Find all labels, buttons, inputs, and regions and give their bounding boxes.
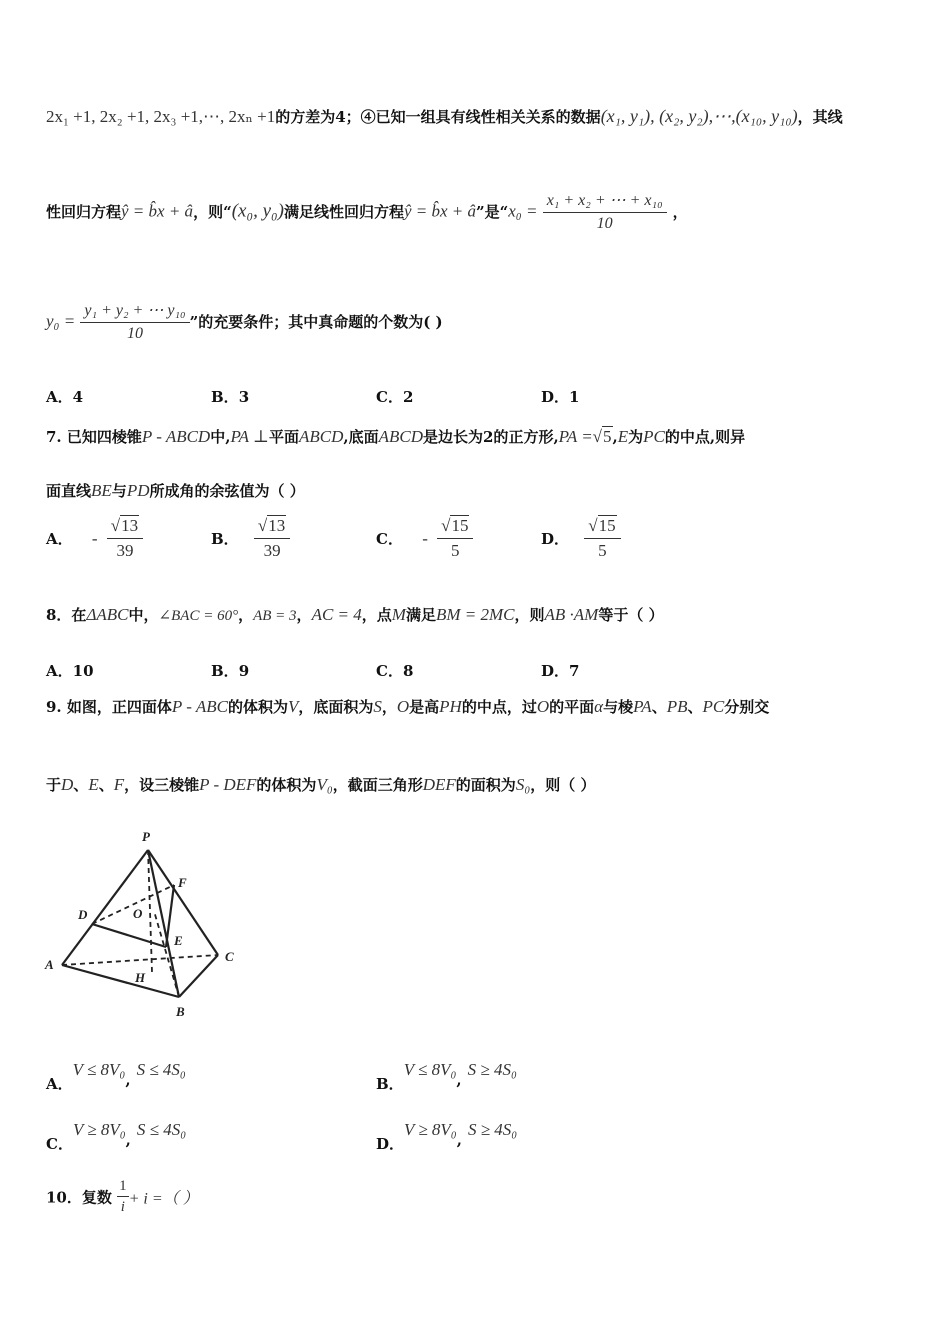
area-s: S bbox=[373, 697, 382, 716]
q9-line-1 bbox=[46, 696, 769, 717]
label-e: E bbox=[174, 933, 183, 948]
q6-line2-a: 性回归方程 bbox=[46, 203, 122, 221]
q8-t6: ，则 bbox=[514, 606, 545, 624]
option-radicand: 13 bbox=[268, 516, 286, 535]
fraction-numerator: 1 bbox=[117, 1178, 129, 1197]
option-fraction: $\frac{√15}{5}$ bbox=[437, 516, 473, 561]
pa-perp: PA ⊥ bbox=[230, 427, 269, 446]
q6-line3-end: ”的充要条件；其中真命题的个数为( ) bbox=[189, 313, 443, 331]
point-f: F bbox=[113, 775, 125, 794]
q7-line-2 bbox=[46, 480, 305, 501]
option-value: 8 bbox=[402, 662, 414, 680]
dot-product: AB ·AM bbox=[544, 605, 599, 624]
q8-option-d[interactable] bbox=[541, 660, 579, 681]
option-value: 3 bbox=[238, 388, 250, 406]
q9-t2: ，底面积为 bbox=[298, 698, 374, 716]
q8-t4: ，点 bbox=[361, 606, 392, 624]
option-s: S ≤ 4S₀ bbox=[136, 1120, 187, 1139]
q6-line-3 bbox=[46, 300, 443, 343]
q7-l2b: 与 bbox=[111, 482, 127, 500]
option-comma: , bbox=[456, 1071, 462, 1089]
q7-l2c: 所成角的余弦值为（ ） bbox=[149, 482, 305, 500]
area-s0: S₀ bbox=[515, 775, 531, 794]
q9-t1: 的体积为 bbox=[227, 698, 288, 716]
q6-option-b[interactable] bbox=[211, 386, 249, 407]
plane-abcd: ABCD bbox=[298, 427, 344, 446]
q9-l2d: ，截面三角形 bbox=[332, 776, 423, 794]
q8-option-a[interactable] bbox=[46, 660, 94, 681]
q6-line2-b: ，则“ bbox=[193, 203, 232, 221]
option-radicand: 15 bbox=[598, 516, 616, 535]
ac-eq: AC = 4 bbox=[311, 605, 362, 624]
line-pd: PD bbox=[126, 481, 150, 500]
q9-t3: ， bbox=[381, 698, 397, 716]
q7-line-1 bbox=[46, 426, 745, 447]
q7-option-b[interactable] bbox=[211, 516, 290, 561]
option-label: A． bbox=[46, 388, 73, 406]
q7-t3: ,底面 bbox=[343, 428, 379, 446]
q9-t4: 是高 bbox=[409, 698, 440, 716]
point-x0-y0: (x₀, y₀) bbox=[231, 200, 284, 222]
line-be: BE bbox=[91, 481, 112, 500]
option-s: S ≥ 4S₀ bbox=[467, 1120, 518, 1139]
q8-lead: 8．在 bbox=[46, 606, 87, 624]
tetra-p-abc: P - ABC bbox=[171, 697, 228, 716]
label-b: B bbox=[176, 1004, 185, 1019]
sep: 、 bbox=[98, 776, 114, 794]
option-fraction: $\frac{√15}{5}$ bbox=[584, 516, 620, 561]
label-p: P bbox=[142, 829, 150, 844]
q7-l2a: 面直线 bbox=[46, 482, 92, 500]
option-label: B． bbox=[211, 662, 239, 680]
edge-pb: PB bbox=[666, 697, 688, 716]
option-label: C． bbox=[376, 388, 403, 406]
option-label: B． bbox=[211, 388, 239, 406]
q9-option-d[interactable] bbox=[376, 1120, 517, 1154]
edge-ac-hidden bbox=[62, 955, 218, 965]
base-abcd: ABCD bbox=[378, 427, 423, 446]
option-radicand: 13 bbox=[121, 516, 139, 535]
q6-line2-d: ”是“ bbox=[476, 203, 509, 221]
section-ef-line bbox=[166, 885, 174, 947]
q8-t1: 中， bbox=[128, 606, 159, 624]
option-value: 2 bbox=[402, 388, 414, 406]
q9-option-b[interactable] bbox=[376, 1060, 517, 1094]
sep: 、 bbox=[651, 698, 667, 716]
segment-pc: PC bbox=[643, 427, 665, 446]
option-v: V ≤ 8V₀ bbox=[72, 1060, 126, 1079]
point-e: E bbox=[617, 427, 629, 446]
option-radicand: 15 bbox=[451, 516, 469, 535]
q9-t6: 的平面 bbox=[549, 698, 595, 716]
q6-line-1 bbox=[46, 106, 843, 127]
q9-l2a: 于 bbox=[46, 776, 62, 794]
option-value: 10 bbox=[72, 662, 94, 680]
q7-t4: 是边长为2的正方形, bbox=[423, 428, 559, 446]
q8-line bbox=[46, 604, 664, 625]
option-s: S ≥ 4S₀ bbox=[467, 1060, 517, 1079]
option-sign: - bbox=[422, 528, 428, 548]
pa-eq: PA = bbox=[558, 427, 593, 446]
plane-alpha: α bbox=[594, 697, 604, 716]
label-d: D bbox=[78, 907, 88, 922]
pyramid-p-def: P - DEF bbox=[199, 775, 257, 794]
option-label: C． bbox=[376, 530, 403, 548]
option-sign: - bbox=[91, 528, 98, 548]
y-mean-denominator: 10 bbox=[127, 325, 143, 342]
q7-option-d[interactable] bbox=[541, 516, 621, 561]
q10-lead: 10．复数 bbox=[46, 1188, 112, 1207]
sqrt-5: √5 bbox=[592, 427, 612, 446]
edge-pc: PC bbox=[702, 697, 725, 716]
option-value: 1 bbox=[569, 388, 580, 406]
option-denominator: 39 bbox=[263, 541, 281, 560]
tetrahedron-figure bbox=[40, 825, 250, 1025]
label-f: F bbox=[178, 875, 187, 890]
point-o-2: O bbox=[536, 697, 550, 716]
option-denominator: 39 bbox=[116, 541, 134, 560]
q10-line bbox=[46, 1178, 199, 1216]
option-v: V ≥ 8V₀ bbox=[404, 1120, 457, 1139]
option-denominator: 5 bbox=[598, 541, 607, 560]
q7-t6: 为 bbox=[628, 428, 644, 446]
point-e: E bbox=[88, 775, 99, 794]
q9-l2f: ，则（ ） bbox=[530, 776, 596, 794]
q9-l2b: ，设三棱锥 bbox=[124, 776, 200, 794]
label-c: C bbox=[225, 949, 234, 964]
q9-l2c: 的体积为 bbox=[256, 776, 317, 794]
q6-expr-2x-plus-1: 2x₁ +1, 2x₂ +1, 2x₃ +1,⋯, 2xₙ +1 bbox=[46, 107, 276, 126]
q7-t1: 中, bbox=[210, 428, 231, 446]
x-mean-numerator: x₁ + x₂ + ⋯ + x₁₀ bbox=[543, 190, 667, 213]
point-o: O bbox=[396, 697, 410, 716]
y-mean-numerator: y₁ + y₂ + ⋯ y₁₀ bbox=[80, 300, 189, 323]
option-comma: , bbox=[456, 1131, 462, 1149]
option-value: 4 bbox=[72, 388, 84, 406]
option-label: C． bbox=[46, 1135, 73, 1153]
q8-t3: ， bbox=[296, 606, 312, 624]
regression-equation: ŷ = b̂x + â bbox=[121, 201, 194, 221]
q8-option-c[interactable] bbox=[376, 660, 413, 681]
pyramid-p-abcd: P - ABCD bbox=[141, 427, 211, 446]
y-mean-fraction bbox=[80, 300, 189, 343]
option-label: A． bbox=[46, 530, 73, 548]
q6-option-d[interactable] bbox=[541, 386, 579, 407]
fraction-denominator: i bbox=[120, 1199, 125, 1215]
option-label: A． bbox=[46, 1075, 73, 1093]
label-h: H bbox=[135, 970, 146, 985]
q9-line-2 bbox=[46, 774, 595, 795]
x0-lhs: x₀ = bbox=[508, 201, 538, 221]
q6-comma: ， bbox=[672, 203, 688, 221]
q8-t2: ， bbox=[238, 606, 254, 624]
option-label: C． bbox=[376, 662, 403, 680]
triangle-abc: ΔABC bbox=[86, 605, 129, 624]
option-fraction: $\frac{√13}{39}$ bbox=[107, 516, 143, 561]
volume-v: V bbox=[287, 697, 299, 716]
x-mean-denominator: 10 bbox=[596, 215, 613, 232]
x-mean-fraction bbox=[543, 190, 667, 233]
option-s: S ≤ 4S₀ bbox=[136, 1060, 186, 1079]
label-a: A bbox=[45, 957, 54, 972]
option-comma: , bbox=[125, 1131, 131, 1149]
option-label: B． bbox=[376, 1075, 404, 1093]
q6-line-2 bbox=[46, 190, 688, 233]
option-label: D． bbox=[376, 1135, 405, 1153]
q9-l2e: 的面积为 bbox=[455, 776, 516, 794]
volume-v0: V₀ bbox=[316, 775, 333, 794]
q7-t7: 的中点,则异 bbox=[664, 428, 746, 446]
option-label: D． bbox=[541, 530, 570, 548]
point-d: D bbox=[61, 775, 74, 794]
angle-bac: ∠BAC = 60° bbox=[158, 608, 239, 624]
option-value: 9 bbox=[238, 662, 250, 680]
sqrt-5-radicand: 5 bbox=[603, 427, 612, 446]
q9-t7: 与棱 bbox=[603, 698, 634, 716]
q6-option-c[interactable] bbox=[376, 386, 413, 407]
option-label: A． bbox=[46, 662, 73, 680]
q10-rest: + i =（ ） bbox=[128, 1190, 199, 1208]
point-m: M bbox=[391, 605, 406, 624]
edge-ab-line bbox=[62, 965, 179, 997]
q9-option-a[interactable] bbox=[46, 1060, 186, 1094]
edge-pa: PA bbox=[633, 697, 652, 716]
option-label: D． bbox=[541, 662, 570, 680]
option-v: V ≤ 8V₀ bbox=[403, 1060, 457, 1079]
option-value: 7 bbox=[569, 662, 580, 680]
y0-lhs: y₀ = bbox=[46, 311, 76, 331]
option-denominator: 5 bbox=[451, 541, 460, 560]
q9-t5: 的中点，过 bbox=[461, 698, 537, 716]
option-label: D． bbox=[541, 388, 570, 406]
triangle-def: DEF bbox=[422, 775, 456, 794]
q7-lead: 7. 已知四棱锥 bbox=[46, 428, 142, 446]
q9-option-c[interactable] bbox=[46, 1120, 186, 1154]
q9-t8: 分别交 bbox=[724, 698, 770, 716]
q8-t5: 满足 bbox=[405, 606, 436, 624]
sep: 、 bbox=[687, 698, 703, 716]
q6-line1-end: ，其线 bbox=[797, 108, 843, 126]
q8-t7: 等于（ ） bbox=[598, 606, 664, 624]
label-o: O bbox=[133, 906, 143, 921]
reciprocal-i-fraction bbox=[117, 1178, 129, 1216]
q6-data-points: (x₁, y₁), (x₂, y₂),⋯,(x₁₀, y₁₀) bbox=[600, 106, 798, 126]
option-v: V ≥ 8V₀ bbox=[72, 1120, 126, 1139]
sep: 、 bbox=[73, 776, 89, 794]
q7-t5: , bbox=[612, 428, 618, 446]
q6-line2-c: 满足线性回归方程 bbox=[283, 203, 404, 221]
median-hidden bbox=[154, 911, 179, 997]
bm-eq: BM = 2MC bbox=[435, 605, 515, 624]
edge-bc-line bbox=[179, 955, 218, 997]
q6-line1-text: 的方差为4；④已知一组具有线性相关关系的数据 bbox=[275, 108, 601, 126]
section-de-line bbox=[92, 924, 166, 947]
q7-t2: 平面 bbox=[268, 428, 299, 446]
option-comma: , bbox=[125, 1071, 131, 1089]
option-label: B． bbox=[211, 530, 239, 548]
ab-eq: AB = 3 bbox=[253, 608, 297, 624]
q7-option-a[interactable] bbox=[46, 516, 143, 561]
q6-option-a[interactable] bbox=[46, 386, 83, 407]
q8-option-b[interactable] bbox=[211, 660, 249, 681]
q9-lead: 9. 如图，正四面体 bbox=[46, 698, 172, 716]
height-ph: PH bbox=[439, 697, 462, 716]
option-fraction: $\frac{√13}{39}$ bbox=[254, 516, 290, 561]
regression-equation-2: ŷ = b̂x + â bbox=[403, 201, 476, 221]
q7-option-c[interactable] bbox=[376, 516, 473, 561]
